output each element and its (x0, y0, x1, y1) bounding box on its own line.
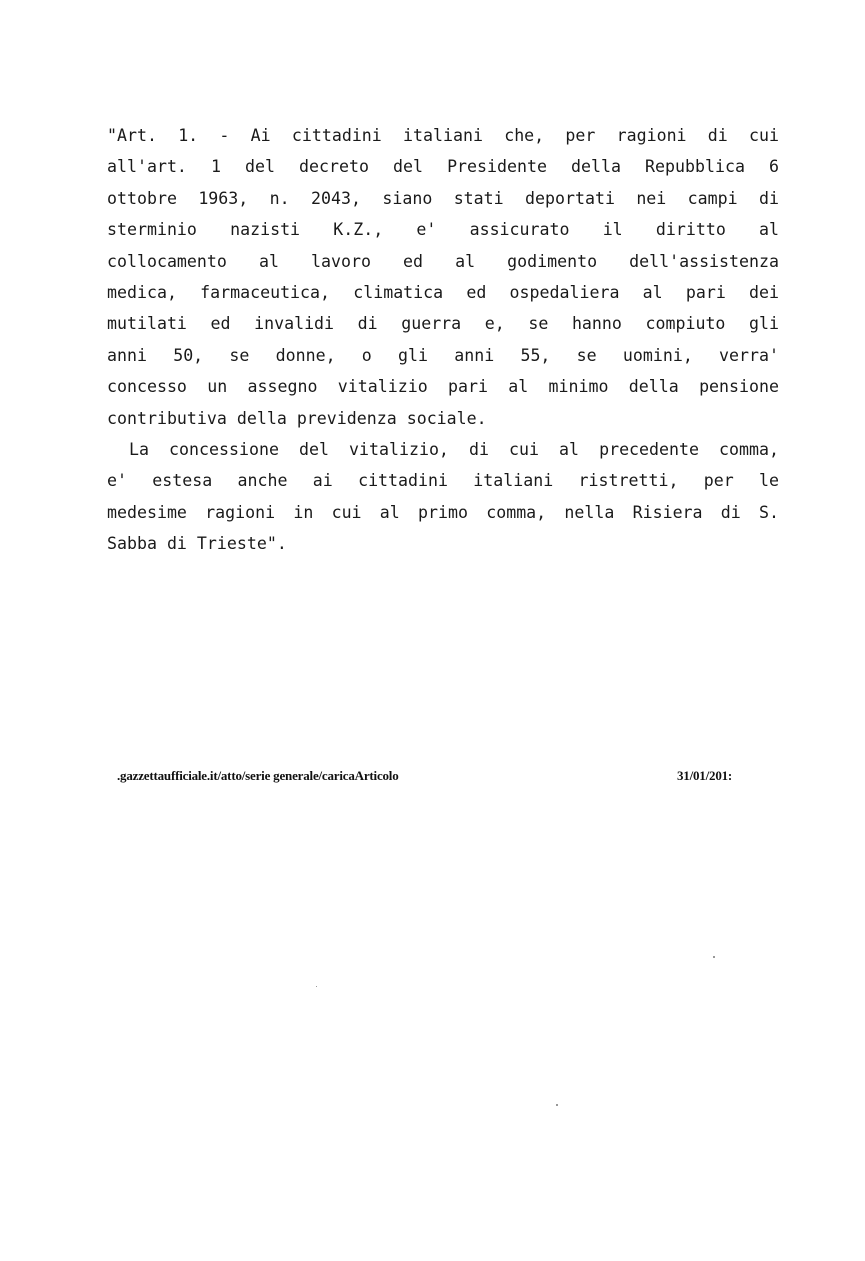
article-line-14: Sabba di Trieste". (107, 534, 287, 554)
scan-speck (556, 1104, 558, 1106)
footer-url: .gazzettaufficiale.it/atto/serie generale/caricaArticolo (117, 768, 399, 783)
article-line-6: medica, farmaceutica, climatica ed ospedaliera al pari dei (107, 282, 779, 302)
article-line-9: concesso un assegno vitalizio pari al minimo della pensione (107, 377, 779, 397)
article-line-4: sterminio nazisti K.Z., e' assicurato il diritto al (107, 220, 779, 240)
footer-date: 31/01/201: (677, 768, 733, 783)
article-line-2: all'art. 1 del decreto del Presidente della Repubblica 6 (107, 157, 779, 177)
article-line-3: ottobre 1963, n. 2043, siano stati deportati nei campi di (107, 188, 779, 208)
article-line-1: "Art. 1. - Ai cittadini italiani che, per ragioni di cui (107, 126, 779, 145)
article-line-5: collocamento al lavoro ed al godimento dell'assistenza (107, 251, 779, 271)
article-line-11: La concessione del vitalizio, di cui al precedente comma, (129, 439, 779, 459)
article-line-12: e' estesa anche ai cittadini italiani ristretti, per le (107, 471, 779, 491)
article-text (107, 120, 779, 559)
scan-speck (713, 956, 715, 958)
scan-speck (316, 986, 317, 987)
article-line-8: anni 50, se donne, o gli anni 55, se uomini, verra' (107, 345, 779, 365)
article-line-13: medesime ragioni in cui al primo comma, nella Risiera di S. (107, 502, 779, 522)
article-line-10: contributiva della previdenza sociale. (107, 408, 487, 428)
article-line-7: mutilati ed invalidi di guerra e, se hanno compiuto gli (107, 314, 779, 334)
